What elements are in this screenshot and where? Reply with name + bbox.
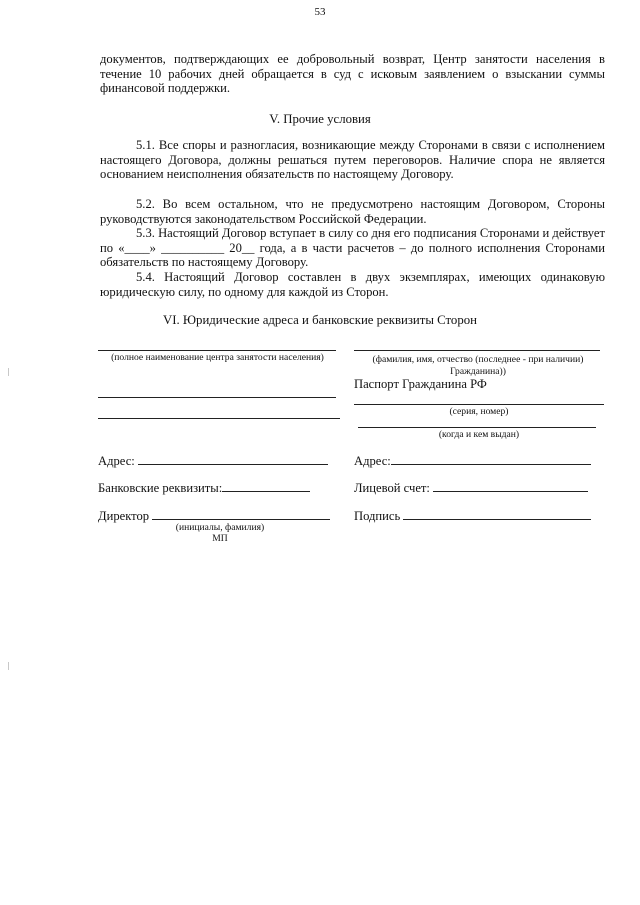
clause-5-3: 5.3. Настоящий Договор вступает в силу со дня его подписания Сторонами и действует по «____» __________ 20__ года, а в части расчетов – до полного исполнения Сторонами обязательств по настоящему Договору. — [100, 226, 605, 270]
citizen-account — [354, 480, 588, 496]
clause-5-4: 5.4. Настоящий Договор составлен в двух экземплярах, имеющих одинаковую юридическую силу, по одному для каждой из Сторон. — [100, 270, 605, 299]
center-address-line — [138, 453, 328, 465]
stamp-label: МП — [212, 533, 228, 544]
passport-issued-line — [358, 427, 596, 428]
clause-5-1: 5.1. Все споры и разногласия, возникающие между Сторонами в связи с исполнением настоящего Договора, должны решаться путем переговоров. Наличие спора не является основанием неисполнения обязательств по настоящему Договору. — [100, 138, 605, 182]
citizen-address-label: Адрес: — [354, 454, 391, 468]
citizen-account-line — [433, 480, 588, 492]
section-6-heading: VI. Юридические адреса и банковские реквизиты Сторон — [163, 313, 477, 327]
page-number: 53 — [314, 6, 326, 18]
passport-label: Паспорт Гражданина РФ — [354, 377, 487, 391]
center-line-1 — [98, 397, 336, 398]
center-bank — [98, 480, 310, 496]
citizen-name-caption: (фамилия, имя, отчество (последнее - при наличии) Гражданина)) — [372, 354, 584, 377]
passport-series-caption: (серия, номер) — [449, 406, 509, 417]
passport-series-line — [354, 404, 604, 405]
director-label: Директор — [98, 509, 150, 523]
citizen-signature — [354, 508, 591, 524]
clause-5-2: 5.2. Во всем остальном, что не предусмотрено настоящим Договором, Стороны руководствуются законодательством Российской Федерации. — [100, 197, 605, 226]
citizen-address — [354, 453, 591, 469]
scan-mark — [8, 368, 9, 376]
center-address — [98, 453, 328, 469]
center-bank-label: Банковские реквизиты: — [98, 481, 223, 495]
center-name-line — [98, 350, 336, 351]
intro-paragraph: документов, подтверждающих ее добровольный возврат, Центр занятости населения в течение 10 рабочих дней обращается в суд с исковым заявлением о взыскании суммы финансовой поддержки. — [100, 52, 605, 96]
citizen-signature-line — [403, 508, 591, 520]
center-name-caption: (полное наименование центра занятости населения) — [111, 352, 324, 363]
citizen-address-line — [391, 453, 591, 465]
section-5-heading: V. Прочие условия — [269, 112, 371, 126]
passport-issued-caption: (когда и кем выдан) — [438, 429, 520, 440]
director-caption: (инициалы, фамилия) — [175, 522, 265, 533]
citizen-name-line — [354, 350, 600, 351]
director-line — [152, 508, 330, 520]
scan-mark — [8, 662, 9, 670]
center-line-2 — [98, 418, 340, 419]
citizen-account-label: Лицевой счет: — [354, 481, 430, 495]
citizen-signature-label: Подпись — [354, 509, 401, 523]
center-bank-line — [222, 480, 310, 492]
center-address-label: Адрес: — [98, 454, 135, 468]
